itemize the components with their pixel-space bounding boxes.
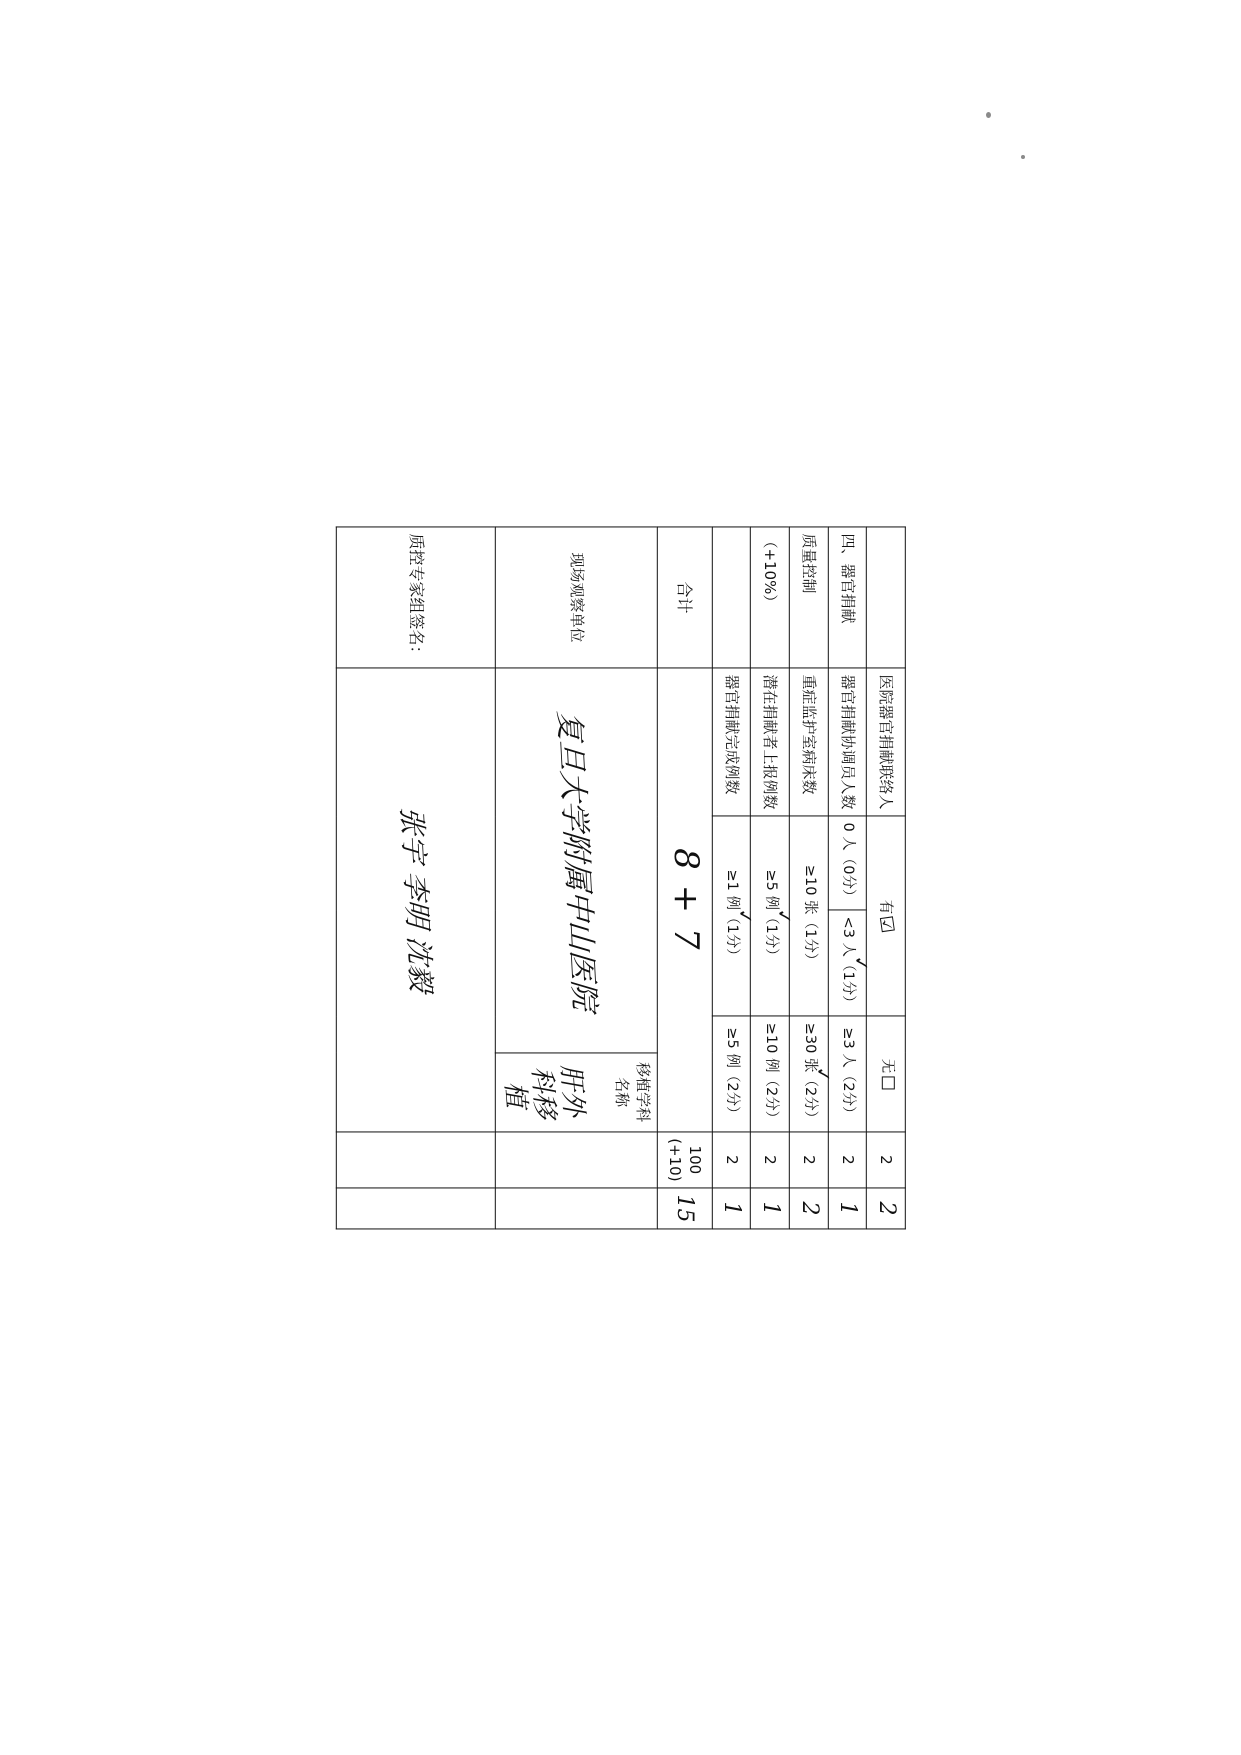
row-given-score: 2 (789, 1188, 828, 1229)
signature-row-spacer-max (336, 1131, 495, 1187)
expert-signature-label: 质控专家组签名： (336, 526, 495, 667)
expert-signature-value[interactable]: 张宇 李明 沈毅 (336, 667, 495, 1131)
discipline-header: 移植学科名称 肝外科移植 (495, 1052, 656, 1131)
row-item: 重症监护室病床数 (789, 667, 828, 815)
row-option-ge1[interactable] (711, 815, 757, 1015)
scan-speck (1021, 155, 1025, 159)
row-item: 医院器官捐献联络人 (866, 667, 905, 815)
row-category (711, 526, 750, 667)
row-item: 器官捐献完成例数 (711, 667, 750, 815)
table-row (789, 526, 828, 1228)
handwritten-tick-icon: ✓ (810, 1064, 834, 1083)
row-given-score: 1 (711, 1188, 750, 1229)
site-row-spacer-given (495, 1188, 656, 1229)
checkmark-icon: ☑ (874, 913, 898, 935)
row-option-ge3[interactable]: ≥3 人（2分） (827, 1016, 866, 1131)
site-observation-row (495, 526, 656, 1228)
option-label: ≥1 例（1分） (723, 869, 740, 963)
option-label: ≥5 例（1分） (762, 869, 779, 963)
site-unit-value[interactable]: 复旦大学附属中山医院 (495, 667, 656, 1052)
option-label-yes: 有 (876, 899, 893, 914)
row-max-score: 2 (750, 1131, 789, 1187)
site-row-spacer-max (495, 1131, 656, 1187)
row-max-score: 2 (789, 1131, 828, 1187)
table-row (866, 526, 905, 1228)
row-given-score: 1 (827, 1188, 866, 1229)
row-option-0[interactable]: 0 人（0分） (827, 815, 866, 909)
row-category: （+10%） (750, 526, 789, 667)
row-option-lt3[interactable] (827, 910, 873, 1016)
site-row-label: 现场观察单位 (495, 526, 656, 667)
total-given-score: 15 (656, 1188, 711, 1229)
total-label: 合计 (656, 526, 711, 667)
row-option-ge5[interactable]: ≥5 例（2分） (711, 1016, 750, 1131)
option-label-no: 无 (878, 1058, 895, 1073)
row-option-no[interactable] (866, 1016, 905, 1131)
row-max-score: 2 (827, 1131, 866, 1187)
row-item: 潜在捐献者上报例数 (750, 667, 789, 815)
handwritten-tick-icon: ✓ (848, 953, 873, 972)
option-label: ≥30 张（2分） (800, 1022, 817, 1125)
row-option-ge10[interactable]: ≥10 例（2分） (750, 1016, 789, 1131)
total-handwritten: 8 + 7 (656, 667, 711, 1131)
row-max-score: 2 (711, 1131, 750, 1187)
scan-speck (986, 112, 991, 118)
row-given-score: 2 (866, 1188, 905, 1229)
row-category: 四、器官捐献 (827, 526, 866, 667)
table-row (711, 526, 750, 1228)
row-max-score: 2 (866, 1131, 905, 1187)
form-sheet (336, 526, 906, 1229)
option-label: <3 人（1分） (839, 916, 856, 1010)
row-category (866, 526, 905, 667)
table-row (827, 526, 866, 1228)
signature-row-spacer-given (336, 1188, 495, 1229)
row-given-score: 1 (750, 1188, 789, 1229)
row-option-ge10[interactable]: ≥10 张（1分） (789, 815, 828, 1015)
table-row (750, 526, 789, 1228)
empty-checkbox-icon[interactable] (881, 1076, 894, 1089)
row-option-yes[interactable] (866, 815, 905, 1015)
total-row (656, 526, 711, 1228)
row-item: 器官捐献协调员人数 (827, 667, 866, 815)
total-max-score: 100 (+10) (656, 1131, 711, 1187)
row-option-ge30[interactable] (789, 1016, 834, 1131)
row-category: 质量控制 (789, 526, 828, 667)
handwritten-tick-icon: ✓ (732, 906, 757, 925)
signature-row (336, 526, 495, 1228)
handwritten-tick-icon: ✓ (771, 906, 795, 925)
evaluation-table (336, 526, 906, 1229)
